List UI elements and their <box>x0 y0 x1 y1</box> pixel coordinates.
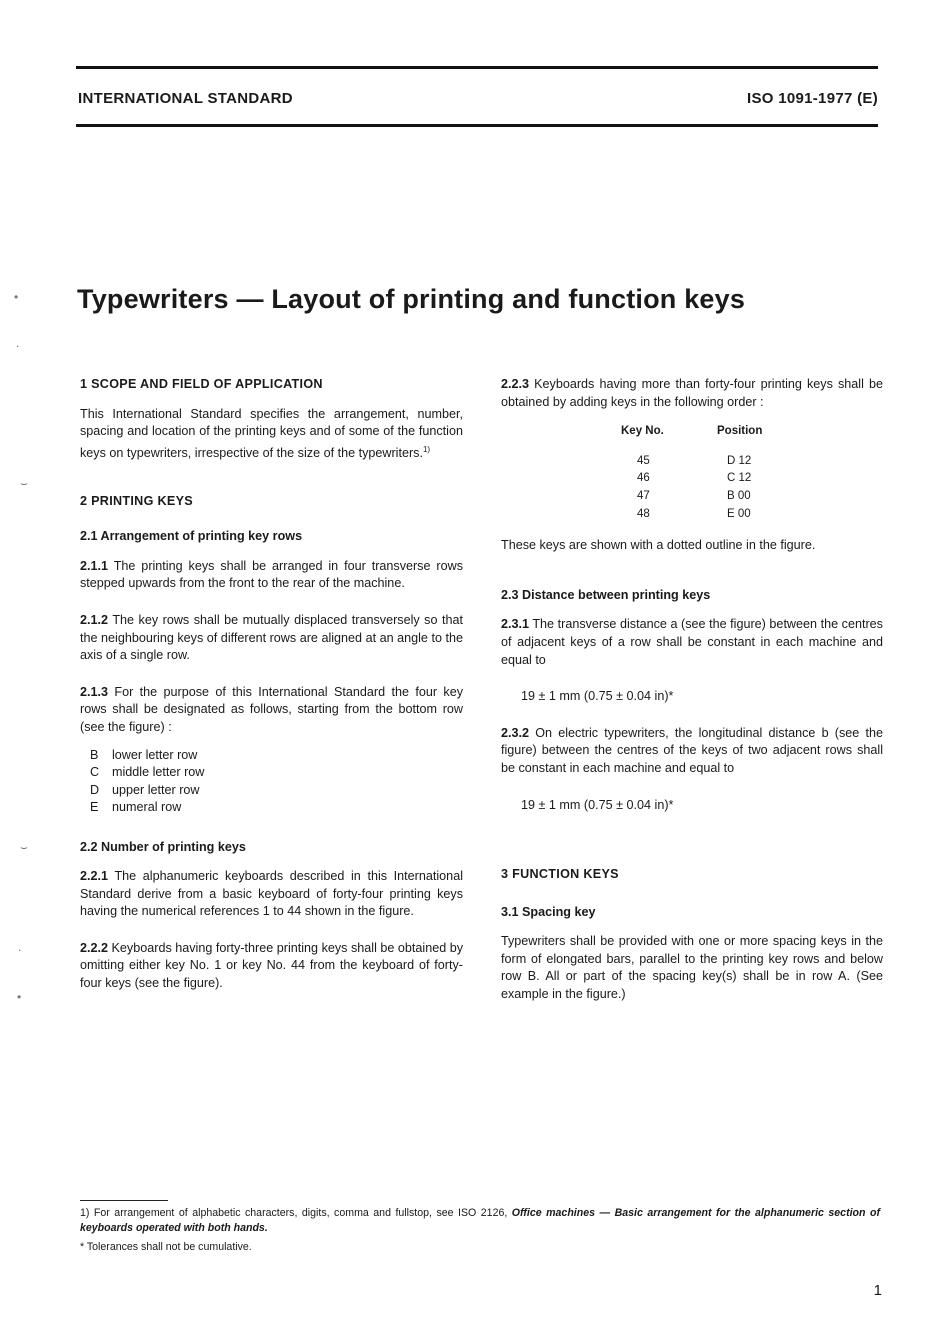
paragraph-number: 2.1.2 <box>80 612 109 627</box>
paragraph-2-2-3 <box>501 376 883 411</box>
paragraph-number: 2.3.1 <box>501 617 530 632</box>
row-name: upper letter row <box>112 782 200 797</box>
column-header-position: Position <box>717 425 763 438</box>
section-3-1-heading: 3.1 Spacing key <box>501 904 596 919</box>
position-cell: C 12 <box>727 472 752 485</box>
paragraph-text: On electric typewriters, the longitudinal distance b (see the figure) between the centres of the keys of two adjacent rows shall be constant in each machine and equal to <box>501 725 883 775</box>
paragraph-text: The printing keys shall be arranged in four transverse rows stepped upwards from the front to the rear of the machine. <box>80 558 463 591</box>
header-top-rule <box>76 66 878 69</box>
section-2-3-heading: 2.3 Distance between printing keys <box>501 587 711 602</box>
position-cell: D 12 <box>727 454 752 467</box>
table-row <box>621 506 762 524</box>
key-number-cell: 47 <box>637 489 650 502</box>
key-number-cell: 48 <box>637 507 650 520</box>
paragraph-text: Keyboards having forty-three printing keys shall be obtained by omitting either key No. 1 or key No. 44 from the keyboard of forty-four keys (see the figure). <box>80 940 464 991</box>
section-2-1-heading: 2.1 Arrangement of printing key rows <box>80 529 303 544</box>
paragraph-2-2-1 <box>80 868 463 921</box>
section-2-heading: 2 PRINTING KEYS <box>80 493 193 508</box>
page-number: 1 <box>873 1282 882 1299</box>
paragraph-number: 2.2.3 <box>501 377 530 391</box>
tolerance-formula: 19 ± 1 mm (0.75 ± 0.04 in)* <box>521 689 674 704</box>
footnote-1-text: 1) For arrangement of alphabetic characters, digits, comma and fullstop, see ISO 2126, <box>80 1207 508 1219</box>
key-row-list <box>90 747 463 817</box>
paragraph-text: The transverse distance a (see the figure) between the centres of adjacent keys of a row shall be constant in each machine and equal to <box>501 617 883 667</box>
section-2-2-heading: 2.2 Number of printing keys <box>80 839 246 854</box>
scan-curve-mark: ⌣ <box>20 476 28 490</box>
section-3-heading: 3 FUNCTION KEYS <box>501 867 619 882</box>
page-title: Typewriters — Layout of printing and function keys <box>77 284 746 314</box>
paragraph-text: For the purpose of this International Standard the four key rows shall be designated as follows, starting from the bottom row (see the figure) : <box>80 684 463 734</box>
row-letter: E <box>90 800 99 814</box>
row-letter: C <box>90 765 100 779</box>
list-item <box>90 764 463 782</box>
footnote-ref: 1) <box>422 444 431 454</box>
section-1-paragraph <box>80 406 463 463</box>
footnote-tolerance: * Tolerances shall not be cumulative. <box>80 1241 252 1253</box>
standard-number: ISO 1091-1977 (E) <box>746 90 878 107</box>
row-name: lower letter row <box>112 747 198 762</box>
paragraph-2-1-3 <box>80 684 463 737</box>
paragraph-2-1-1 <box>80 558 463 593</box>
section-1-heading: 1 SCOPE AND FIELD OF APPLICATION <box>80 377 323 391</box>
table-note: These keys are shown with a dotted outline in the figure. <box>501 538 816 553</box>
paragraph-number: 2.1.1 <box>80 558 109 573</box>
table-row <box>621 488 762 506</box>
paragraph-text: Keyboards having more than forty-four printing keys shall be obtained by adding keys in the following order : <box>501 377 883 409</box>
section-1-text: This International Standard specifies the arrangement, number, spacing and location of the printing keys and of some of the function keys on typewriters, irrespective of the size of the typewriters. <box>80 406 463 460</box>
paragraph-2-3-1 <box>501 616 883 669</box>
scan-dot-mark: • <box>14 290 19 304</box>
scan-dot-mark: . <box>16 336 20 350</box>
paragraph-2-1-2 <box>80 612 463 665</box>
list-item <box>90 782 463 800</box>
scan-curve-mark: ⌣ <box>20 840 28 854</box>
table-row <box>621 453 762 471</box>
footnote-1 <box>80 1206 880 1236</box>
key-number-cell: 46 <box>637 472 650 485</box>
tolerance-formula: 19 ± 1 mm (0.75 ± 0.04 in)* <box>521 797 674 812</box>
document-type-label: INTERNATIONAL STANDARD <box>78 90 293 107</box>
paragraph-number: 2.2.1 <box>80 869 109 884</box>
position-cell: B 00 <box>727 489 751 502</box>
position-cell: E 00 <box>727 507 751 520</box>
paragraph-2-3-2 <box>501 725 883 778</box>
key-number-cell: 45 <box>637 454 650 467</box>
header-bottom-rule <box>76 124 878 127</box>
paragraph-number: 2.3.2 <box>501 725 530 740</box>
right-column <box>501 376 883 1023</box>
table-header-row <box>621 423 762 453</box>
list-item <box>90 799 463 817</box>
row-name: numeral row <box>112 800 182 814</box>
paragraph-text: The alphanumeric keyboards described in this International Standard derive from a basic keyboard of forty-four printing keys having the numerical references 1 to 44 shown in the figure. <box>80 869 463 919</box>
paragraph-3-1: Typewriters shall be provided with one or more spacing keys in the form of elongated bars, parallel to the printing key rows and below row B. All or part of the spacing key(s) shall be in row A. (See example in the figure.) <box>501 934 883 1002</box>
list-item <box>90 747 463 765</box>
paragraph-text: The key rows shall be mutually displaced transversely so that the neighbouring keys of different rows are aligned at an angle to the axis of a single row. <box>80 612 463 663</box>
scan-dot-mark: • <box>17 990 22 1004</box>
paragraph-2-2-2 <box>80 940 463 993</box>
row-letter: B <box>90 747 99 762</box>
column-header-key-no: Key No. <box>621 425 664 438</box>
additional-keys-table <box>621 423 762 523</box>
paragraph-number: 2.1.3 <box>80 684 109 699</box>
paragraph-number: 2.2.2 <box>80 940 109 955</box>
left-column <box>80 376 463 1012</box>
row-letter: D <box>90 782 100 797</box>
footnote-1-reference-title: Office machines — Basic arrangement for the alphanumeric section of keyboards operated with both hands. <box>80 1207 880 1234</box>
scan-dot-mark: . <box>18 940 22 954</box>
footnote-rule <box>80 1200 168 1201</box>
table-row <box>621 470 762 488</box>
row-name: middle letter row <box>112 765 205 779</box>
